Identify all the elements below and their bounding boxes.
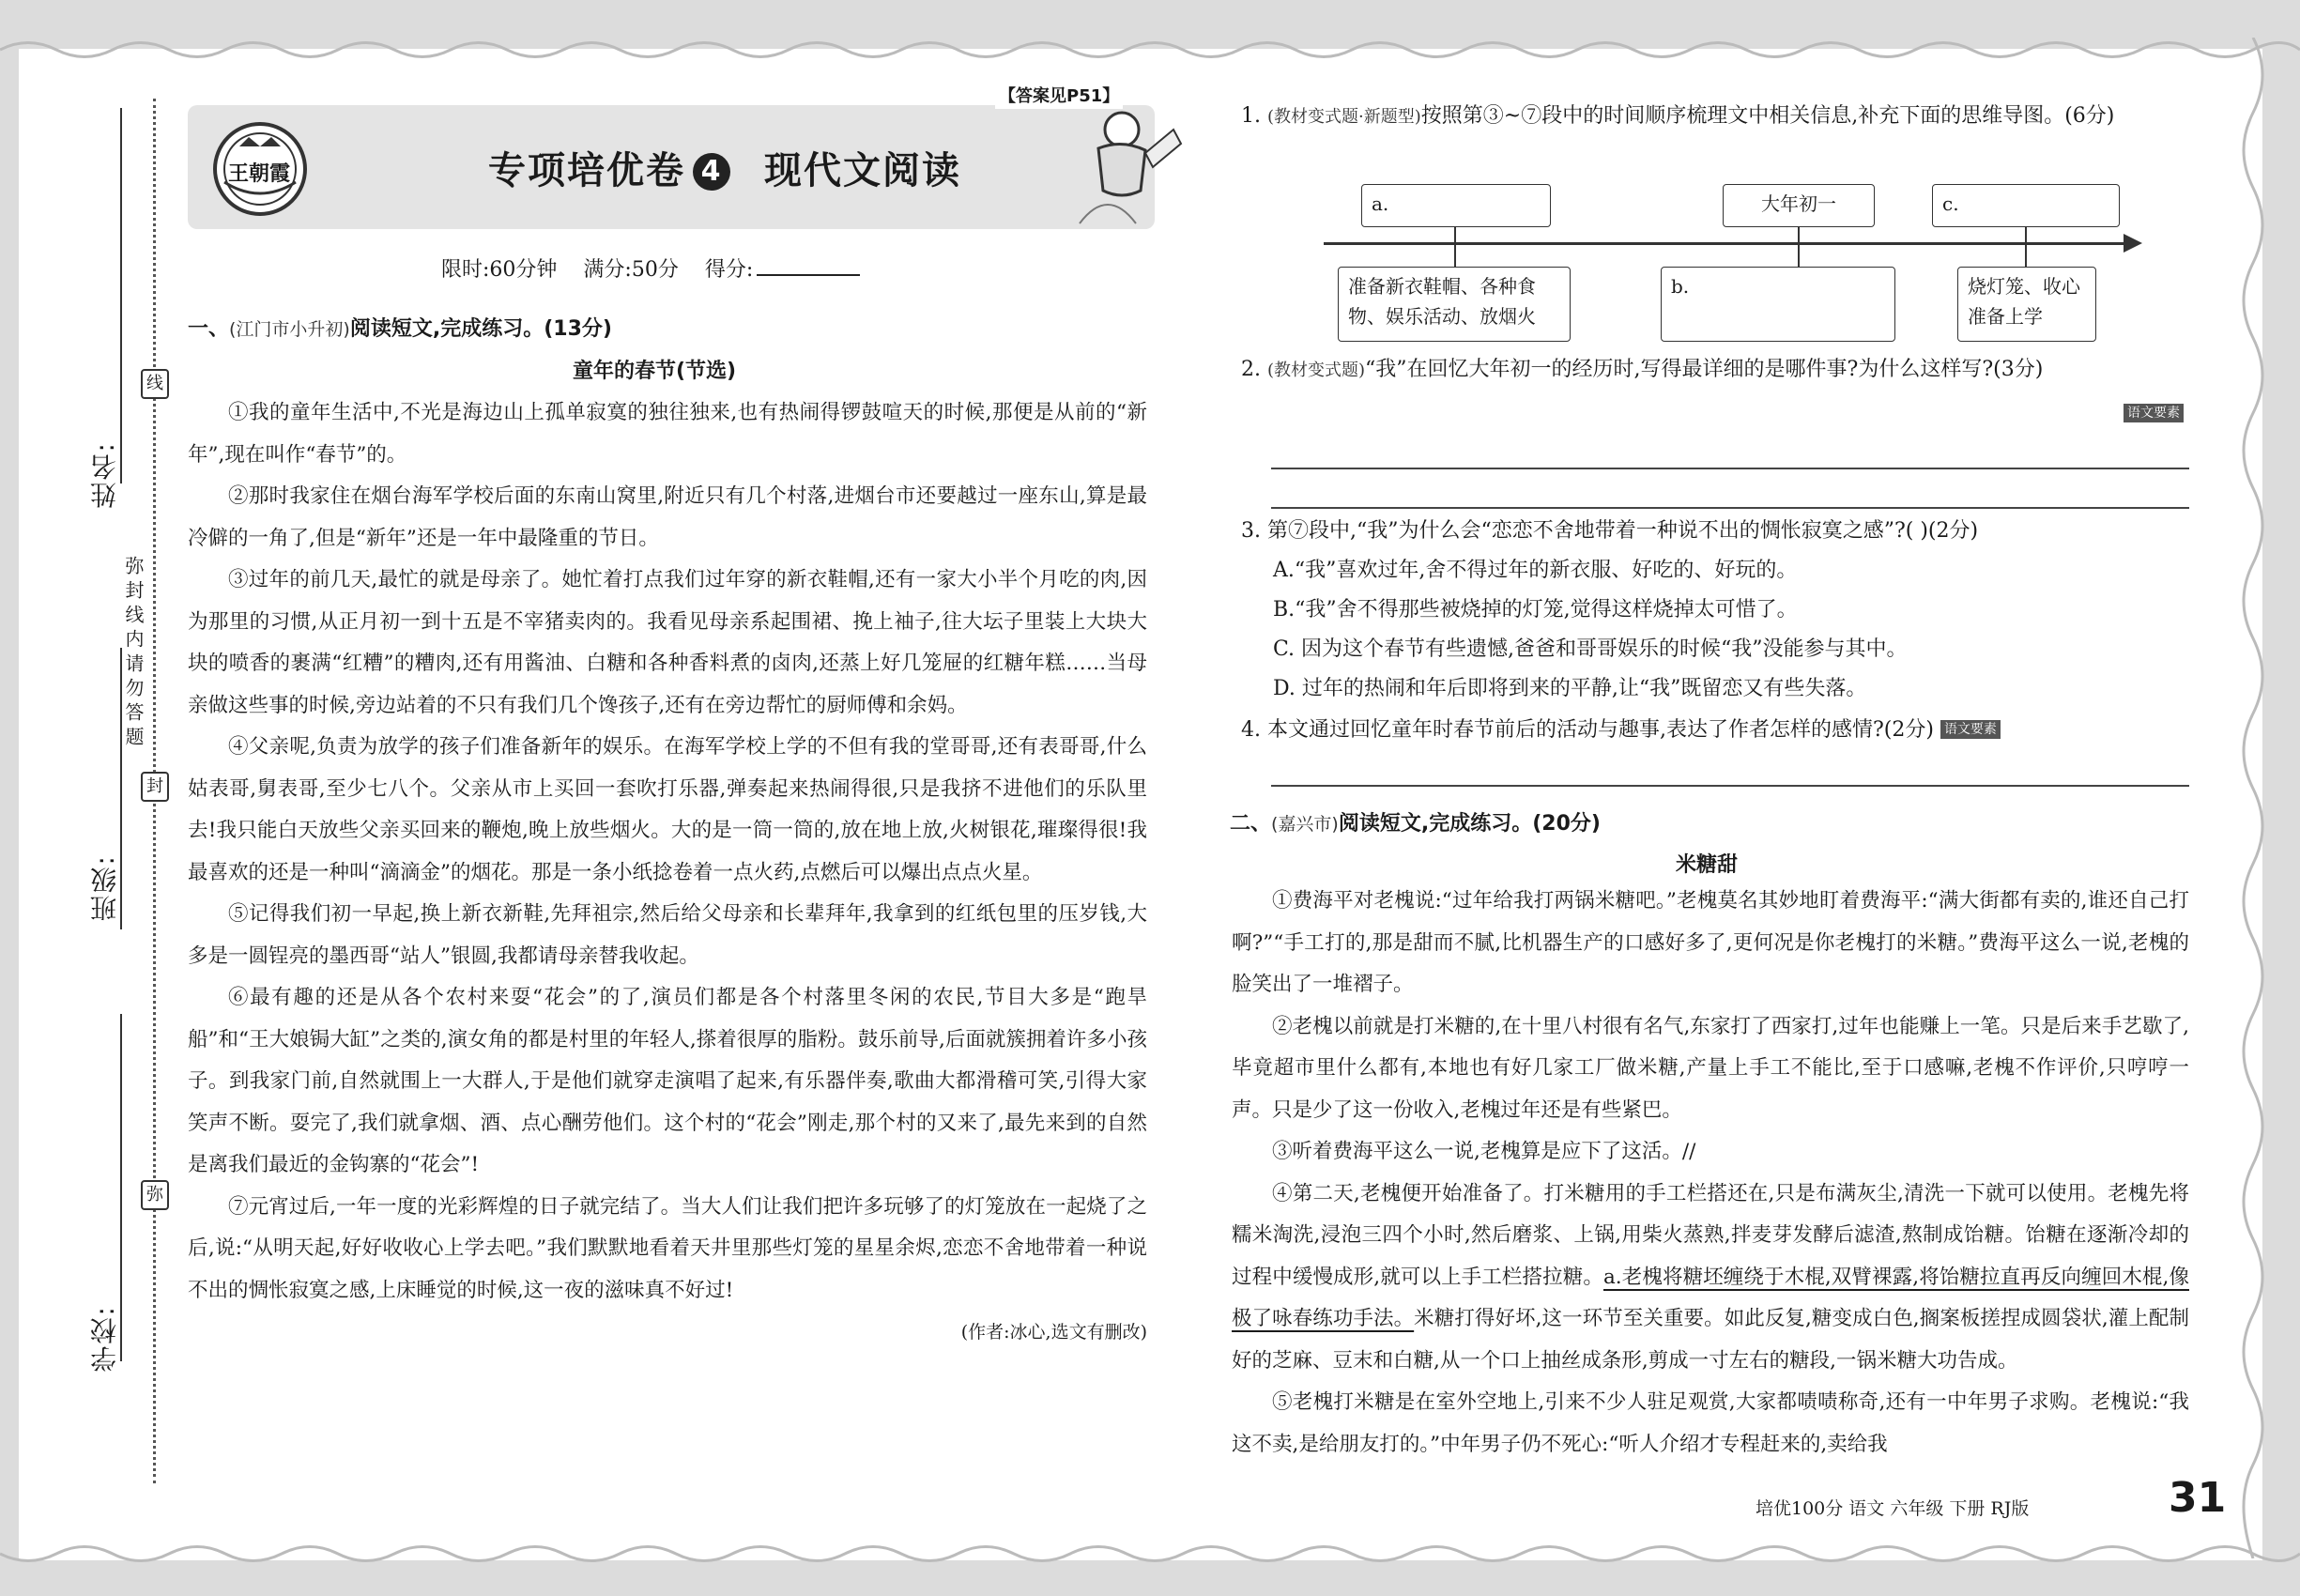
time-limit: 限时:60分钟 [441, 258, 558, 282]
article1-body [188, 392, 1147, 1354]
section2-label: 二、 [1230, 812, 1272, 836]
article2-body [1232, 881, 2189, 1466]
article1-paragraph: ⑤记得我们初一早起,换上新衣新鞋,先拜祖宗,然后给父母亲和长辈拜年,我拿到的红纸包里的压岁钱,大多是一圆锃亮的墨西哥“站人”银圆,我都请母亲替我收起。 [188, 902, 1147, 968]
mindmap-slot-c[interactable]: c. [1932, 184, 2120, 227]
q2-tag: 语文要素 [2124, 404, 2184, 422]
binding-mark-mi: 弥 [141, 1180, 169, 1210]
p4-text-continued: 米糖打得好坏,这一环节至关重要。如此反复,糖变成白色,搁案板搓捏成圆袋状,灌上配制好的芝麻、豆末和白糖,从一个口上抽丝成条形,剪成一寸左右的糖段,一锅米糖大功告成。 [1232, 1307, 2189, 1373]
mindmap-after-lantern: 烧灯笼、收心准备上学 [1957, 267, 2096, 342]
article1-paragraph: ⑦元宵过后,一年一度的光彩辉煌的日子就完结了。当大人们让我们把许多玩够了的灯笼放在一起烧了之后,说:“从明天起,好好收收心上学去吧。”我们默默地看着天井里那些灯笼的星星余烬,恋恋不舍地带着一种说不出的惆怅寂寞之感,上床睡觉的时候,这一夜的滋味真不好过! [188, 1194, 1147, 1302]
question-3 [1241, 512, 2189, 709]
timeline-arrow-icon [2124, 234, 2142, 253]
article2-paragraph [1232, 1174, 2189, 1383]
title-number-badge: 4 [693, 153, 730, 191]
mindmap-slot-b[interactable]: b. [1661, 267, 1895, 342]
answer-reference: 【答案见P51】 [995, 81, 1123, 109]
q4-answer-line[interactable] [1271, 785, 2189, 787]
p4-text: ④第二天,老槐便开始准备了。打米糖用的手工栏搭还在,只是布满灰尘,清洗一下就可以使用。老槐先将糯米淘洗,浸泡三四个小时,然后磨浆、上锅,用柴火蒸熟,拌麦芽发酵后滤渣,熬制成饴糖。饴糖在逐渐冷却的过程中缓慢成形,就可以上手工栏搭拉糖。 [1232, 1181, 2189, 1289]
class-label: 班级: [89, 854, 120, 922]
section1-heading [188, 313, 612, 342]
name-field[interactable] [120, 108, 122, 483]
q3-option-b[interactable]: B.“我”舍不得那些被烧掉的灯笼,觉得这样烧掉太可惜了。 [1273, 598, 1798, 622]
mascot-illustration-icon [1042, 92, 1183, 233]
q1-text: 按照第③~⑦段中的时间顺序梳理文中相关信息,补充下面的思维导图。(6分) [1420, 104, 2115, 128]
section1-instruction: 阅读短文,完成练习。(13分) [349, 317, 612, 341]
mindmap-label-new-year-day: 大年初一 [1723, 184, 1875, 227]
question-1 [1241, 97, 2189, 137]
wavy-edge-bottom [0, 1540, 2300, 1568]
article2-paragraph: ②老槐以前就是打米糖的,在十里八村很有名气,东家打了西家打,过年也能赚上一笔。只是后来手艺歇了,毕竟超市里什么都有,本地也有好几家工厂做米糖,产量上手工不能比,至于口感嘛,老槐不作评价,只哼哼一声。只是少了这一份收入,老槐过年还是有些紧巴。 [1232, 1014, 2189, 1122]
article1-title: 童年的春节(节选) [573, 360, 737, 383]
article1-paragraph: ③过年的前几天,最忙的就是母亲了。她忙着打点我们过年穿的新衣鞋帽,还有一家大小半个月吃的肉,因为那里的习惯,从正月初一到十五是不宰猪卖肉的。我看见母亲系起围裙、挽上袖子,往大坛子里装上大块大块的喷香的裹满“红糟”的糟肉,还有用酱油、白糖和各种香料煮的卤肉,还蒸上好几笼屉的红糖年糕……当母亲做这些事的时候,旁边站着的不只有我们几个馋孩子,还有在旁边帮忙的厨师傅和余妈。 [188, 568, 1147, 717]
q2-number: 2. [1241, 358, 1261, 381]
binding-mark-line: 线 [141, 369, 169, 399]
section2-source: (嘉兴市) [1271, 814, 1339, 835]
mindmap-connector [1798, 227, 1800, 267]
wavy-edge-top [0, 36, 2300, 64]
mindmap-connector [2025, 227, 2027, 267]
article1-paragraph: ④父亲呢,负责为放学的孩子们准备新年的娱乐。在海军学校上学的不但有我的堂哥哥,还有表哥哥,什么姑表哥,舅表哥,至少七八个。父亲从市上买回一套吹打乐器,弹奏起来热闹得很,只是我挤不进他们的乐队里去!我只能白天放些父亲买回来的鞭炮,晚上放些烟火。大的是一筒一筒的,放在地上放,火树银花,璀璨得很!我最喜欢的还是一种叫“滴滴金”的烟花。那是一条小纸捻卷着一点火药,点燃后可以爆出点点火星。 [188, 735, 1147, 884]
name-label: 姓名: [89, 441, 120, 509]
q4-tag: 语文要素 [1940, 720, 2001, 739]
timeline-axis [1324, 242, 2131, 245]
q3-option-a[interactable]: A.“我”喜欢过年,舍不得过年的新衣服、好吃的、好玩的。 [1273, 559, 1798, 582]
q3-option-d[interactable]: D. 过年的热闹和年后即将到来的平静,让“我”既留恋又有些失落。 [1273, 677, 1867, 700]
section2-heading [1230, 807, 1601, 836]
article1-paragraph: ②那时我家住在烟台海军学校后面的东南山窝里,附近只有几个村落,进烟台市还要越过一座东山,算是最冷僻的一角了,但是“新年”还是一年中最隆重的节日。 [188, 484, 1147, 550]
article2-paragraph: ①费海平对老槐说:“过年给我打两锅米糖吧。”老槐莫名其妙地盯着费海平:“满大街都有卖的,谁还自己打啊?”“手工打的,那是甜而不腻,比机器生产的口感好多了,更何况是你老槐打的米糖。”费海平这么一说,老槐的脸笑出了一堆褶子。 [1232, 889, 2189, 996]
logo-text: 王朝霞 [228, 162, 291, 186]
q1-number: 1. [1241, 104, 1261, 128]
article2-paragraph: ⑤老槐打米糖是在室外空地上,引来不少人驻足观赏,大家都啧啧称奇,还有一中年男子求购。老槐说:“我这不卖,是给朋友打的。”中年男子仍不死心:“听人介绍才专程赶来的,卖给我 [1232, 1390, 2189, 1456]
q3-text: 3. 第⑦段中,“我”为什么会“恋恋不舍地带着一种说不出的惆怅寂寞之感”?( )(2分) [1241, 519, 1979, 543]
exam-meta [441, 253, 860, 283]
article1-credit: (作者:冰心,选文有删改) [960, 1322, 1147, 1343]
q3-option-c[interactable]: C. 因为这个春节有些遗憾,爸爸和哥哥娱乐的时候“我”没能参与其中。 [1273, 637, 1908, 661]
q2-source: (教材变式题) [1267, 361, 1366, 380]
page-number: 31 [2169, 1474, 2227, 1522]
section1-source: (江门市小升初) [229, 319, 350, 340]
article1-paragraph: ①我的童年生活中,不光是海边山上孤单寂寞的独往独来,也有热闹得锣鼓喧天的时候,那便是从前的“新年”,现在叫作“春节”的。 [188, 401, 1147, 467]
section2-instruction: 阅读短文,完成练习。(20分) [1338, 812, 1601, 836]
q2-answer-line[interactable] [1271, 507, 2189, 509]
p4-underlined-sentence-a: a.老槐将糖坯缠绕于木棍,双臂裸露,将饴糖拉直再反向缠回木棍,像极了咏春练功手法。 [1232, 1265, 2189, 1330]
full-score: 满分:50分 [583, 258, 679, 282]
section1-label: 一、 [188, 317, 230, 341]
class-field[interactable] [120, 648, 122, 929]
wavy-edge-right [2234, 38, 2291, 1558]
page-title [488, 141, 961, 194]
q4-text: 4. 本文通过回忆童年时春节前后的活动与趣事,表达了作者怎样的感情?(2分) [1241, 718, 1934, 742]
article1-paragraph: ⑥最有趣的还是从各个农村来耍“花会”的了,演员们都是各个村落里冬闲的农民,节目大多是“跑旱船”和“王大娘锔大缸”之类的,演女角的都是村里的年轻人,搽着很厚的脂粉。鼓乐前导,后面就簇拥着许多小孩子。到我家门前,自然就围上一大群人,于是他们就穿走演唱了起来,有乐器伴奏,歌曲大都滑稽可笑,引得大家笑声不断。耍完了,我们就拿烟、酒、点心酬劳他们。这个村的“花会”刚走,那个村的又来了,最先来到的自然是离我们最近的金钩寨的“花会”! [188, 986, 1147, 1176]
article2-paragraph: ③听着费海平这么一说,老槐算是应下了这活。// [1272, 1140, 1696, 1163]
question-4 [1241, 711, 2189, 750]
title-prefix: 专项培优卷 [488, 149, 685, 192]
school-label: 学校: [89, 1305, 120, 1373]
mindmap-connector [1454, 227, 1456, 267]
q2-text: “我”在回忆大年初一的经历时,写得最详细的是哪件事?为什么这样写?(3分) [1365, 358, 2044, 381]
article2-title: 米糖甜 [1676, 853, 1739, 877]
mindmap-slot-a[interactable]: a. [1361, 184, 1551, 227]
question-2 [1241, 350, 2189, 391]
footer-book-info: 培优100分 语文 六年级 下册 RJ版 [1756, 1498, 2030, 1519]
school-field[interactable] [120, 1014, 122, 1361]
q1-source: (教材变式题·新题型) [1267, 107, 1421, 127]
score-field[interactable] [757, 274, 860, 276]
binding-note: 弥封线内请勿答题 [122, 556, 145, 751]
binding-mark-seal: 封 [141, 772, 169, 802]
mindmap-before-new-year: 准备新衣鞋帽、各种食物、娱乐活动、放烟火 [1338, 267, 1571, 342]
q2-answer-line[interactable] [1271, 468, 2189, 469]
score-label: 得分: [704, 258, 754, 282]
title-suffix: 现代文阅读 [764, 149, 961, 192]
